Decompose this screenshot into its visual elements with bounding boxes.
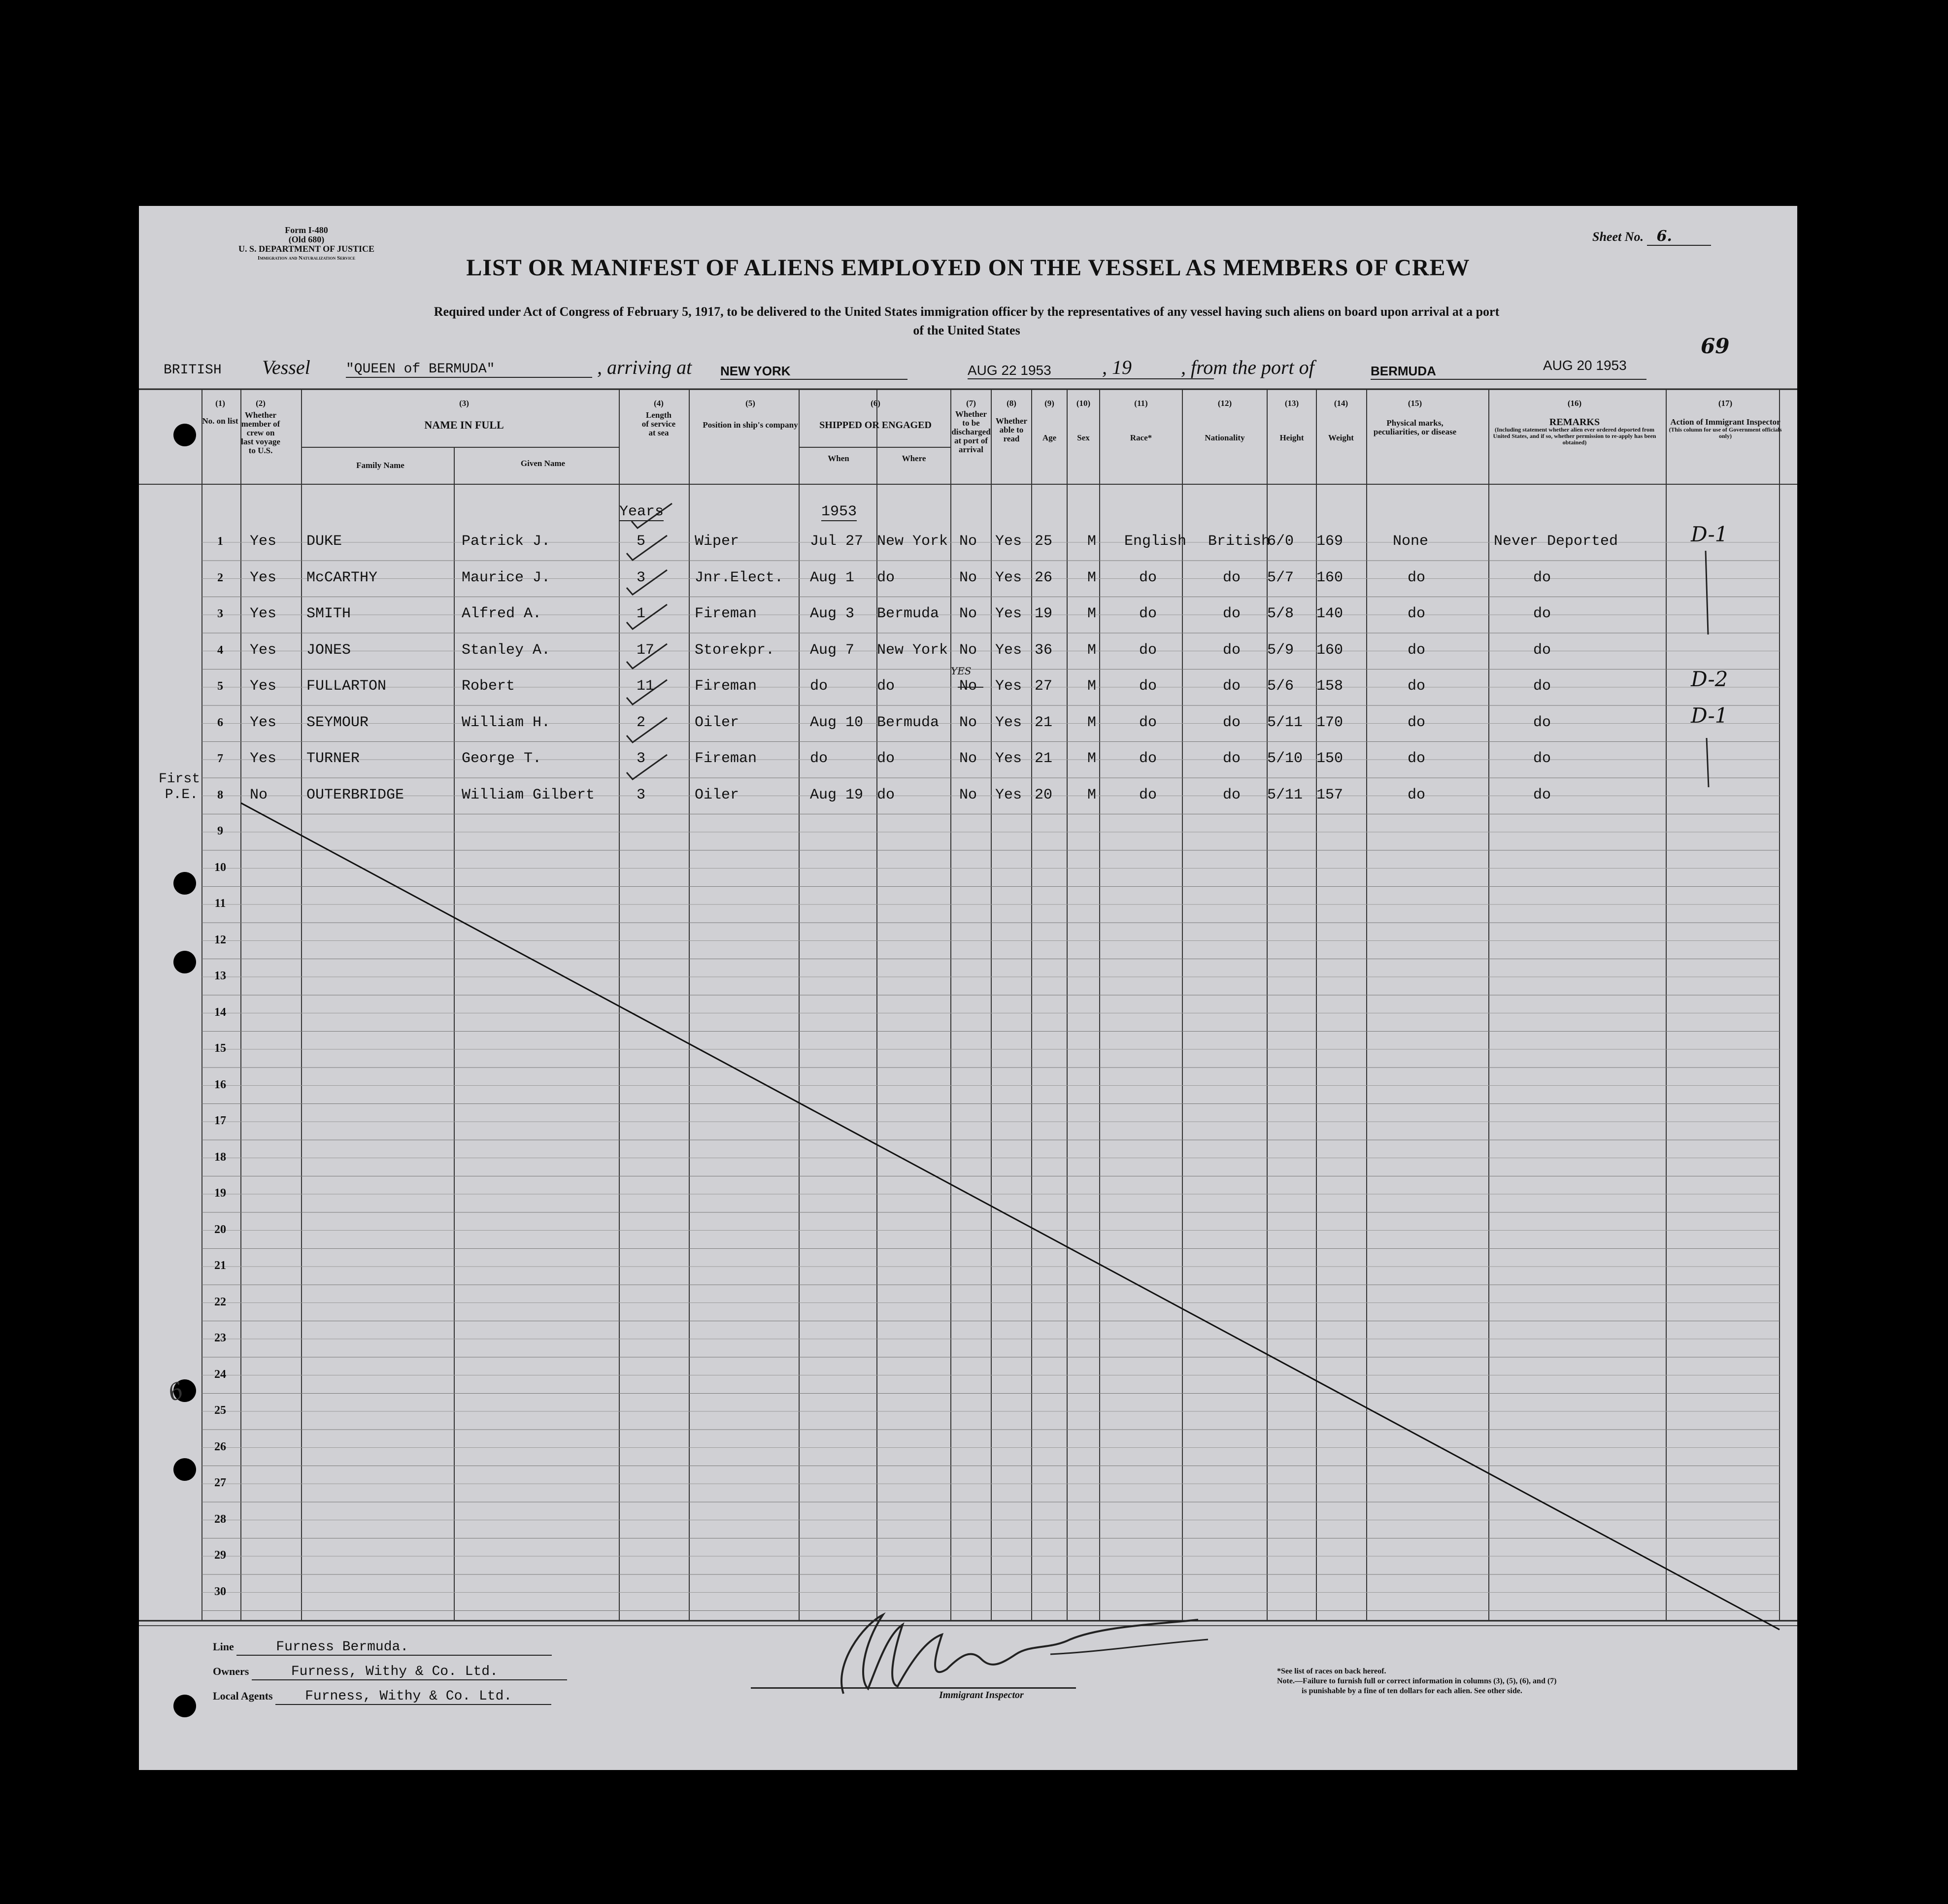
member-cell: Yes	[250, 678, 277, 695]
service-cell: 17	[637, 641, 655, 659]
position-cell: Fireman	[695, 678, 757, 695]
owners-value: Furness, Withy & Co. Ltd.	[252, 1664, 567, 1680]
inspector-label: Immigrant Inspector	[939, 1690, 1024, 1701]
col16-subtitle: (Including statement whether alien ever ordered deported from United States, and if so, whether permission to re-apply has been obtained)	[1493, 426, 1656, 446]
race-cell: do	[1139, 714, 1157, 731]
shipped-where-cell: New York	[877, 641, 948, 659]
physical-marks-cell: do	[1408, 786, 1426, 803]
member-cell: Yes	[250, 533, 277, 550]
col11-header	[1100, 399, 1182, 442]
discharge-cell: No	[959, 605, 977, 622]
race-cell: do	[1139, 641, 1157, 659]
member-cell: Yes	[250, 750, 277, 767]
note-races: *See list of races on back hereof.	[1277, 1667, 1386, 1675]
shipped-where-cell: do	[877, 569, 895, 586]
nationality-cell: do	[1223, 641, 1241, 659]
form-number: Form I-480	[285, 225, 328, 235]
row-number: 23	[214, 1332, 226, 1344]
discharge-cell: No	[959, 714, 977, 731]
nationality-cell: British	[1208, 533, 1271, 550]
shipped-when-cell: do	[810, 678, 828, 695]
footer-notes	[1277, 1667, 1770, 1696]
shipped-where-cell: Bermuda	[877, 714, 940, 731]
from-port: BERMUDA	[1371, 364, 1646, 380]
shipped-when-cell: Aug 19	[810, 786, 864, 803]
inspector-action-cell: D-1	[1691, 522, 1728, 546]
family-name-cell: McCARTHY	[306, 569, 378, 586]
position-cell: Fireman	[695, 605, 757, 622]
given-name-cell: Patrick J.	[462, 533, 551, 550]
col3b-header: Given Name	[520, 459, 566, 468]
sex-cell: M	[1087, 714, 1097, 731]
sex-cell: M	[1087, 678, 1097, 695]
arriving-port: NEW YORK	[720, 364, 907, 380]
weight-cell: 150	[1316, 750, 1343, 767]
col7-number: (7)	[966, 399, 976, 408]
col10-header	[1067, 399, 1100, 442]
physical-marks-cell: do	[1408, 750, 1426, 767]
age-cell: 25	[1035, 533, 1053, 550]
height-cell: 5/8	[1267, 605, 1294, 622]
footer	[213, 1639, 656, 1713]
row-number: 28	[214, 1512, 226, 1526]
row-number: 26	[214, 1440, 226, 1453]
col2-header	[240, 399, 281, 455]
col13-header	[1267, 399, 1316, 442]
row-number: 2	[217, 571, 223, 584]
height-cell: 6/0	[1267, 533, 1294, 550]
height-cell: 5/7	[1267, 569, 1294, 586]
shipped-when-cell: Jul 27	[810, 533, 864, 550]
col4-number: (4)	[654, 399, 664, 408]
discharge-cell: No	[959, 786, 977, 803]
row-number: 18	[214, 1150, 226, 1164]
line-value: Furness Bermuda.	[236, 1639, 552, 1656]
given-name-cell: William Gilbert	[462, 786, 595, 803]
family-name-cell: TURNER	[306, 750, 360, 767]
shipped-when-cell: Aug 3	[810, 605, 855, 622]
check-mark	[627, 755, 667, 779]
weight-cell: 169	[1316, 533, 1343, 550]
row-number: 4	[217, 643, 223, 657]
years-subheader: Years	[619, 503, 664, 520]
vessel-label: Vessel	[262, 356, 310, 378]
row-number: 8	[217, 788, 223, 802]
physical-marks-cell: do	[1408, 569, 1426, 586]
race-cell: do	[1139, 786, 1157, 803]
discharge-cell: No	[959, 569, 977, 586]
physical-marks-cell: do	[1408, 678, 1426, 695]
weight-cell: 160	[1316, 641, 1343, 659]
inspector-action-cell: D-1	[1691, 703, 1728, 728]
position-cell: Jnr.Elect.	[695, 569, 784, 586]
check-mark	[627, 718, 667, 742]
page-mark: 69	[1701, 334, 1730, 358]
col17-subtitle: (This column for use of Government officials only)	[1669, 426, 1782, 439]
row-number: 14	[214, 1005, 226, 1019]
sheet-value: 6.	[1647, 228, 1711, 246]
col12-header	[1182, 399, 1267, 442]
given-name-cell: Robert	[462, 678, 515, 695]
member-cell: Yes	[250, 569, 277, 586]
given-name-cell: George T.	[462, 750, 542, 767]
able-to-read-cell: Yes	[995, 605, 1022, 622]
member-cell: No	[250, 786, 268, 803]
nationality-cell: do	[1223, 750, 1241, 767]
punch-hole	[173, 1773, 196, 1796]
remarks-cell: do	[1533, 750, 1551, 767]
nationality-cell: do	[1223, 605, 1241, 622]
given-name-cell: Maurice J.	[462, 569, 551, 586]
arriving-label: , arriving at	[597, 356, 692, 378]
service-cell: 3	[637, 750, 646, 767]
form-title: LIST OR MANIFEST OF ALIENS EMPLOYED ON THE VESSEL AS MEMBERS OF CREW	[466, 255, 1470, 281]
weight-cell: 170	[1316, 714, 1343, 731]
member-cell: Yes	[250, 714, 277, 731]
nationality-cell: do	[1223, 714, 1241, 731]
physical-marks-cell: None	[1393, 533, 1429, 550]
given-name-cell: William H.	[462, 714, 551, 731]
subtitle-line1: Required under Act of Congress of February 5, 1917, to be delivered to the United States immigration officer by the representatives of any vessel having such aliens on board upon arrival at a port	[434, 304, 1500, 319]
subtitle-line2: of the United States	[913, 323, 1020, 337]
row-number: 7	[217, 752, 223, 765]
col12-number: (12)	[1217, 399, 1232, 408]
manifest-sheet	[139, 206, 1797, 1770]
weight-cell: 160	[1316, 569, 1343, 586]
strike-through	[958, 687, 983, 688]
inspector-bracket	[1706, 551, 1708, 635]
service-cell: 5	[637, 533, 646, 550]
line-row	[213, 1639, 656, 1664]
race-cell: do	[1139, 605, 1157, 622]
department: U. S. DEPARTMENT OF JUSTICE	[238, 244, 375, 254]
agents-value: Furness, Withy & Co. Ltd.	[275, 1689, 551, 1705]
owners-row	[213, 1664, 656, 1689]
race-cell: do	[1139, 678, 1157, 695]
position-cell: Wiper	[695, 533, 739, 550]
col11-title: Race*	[1130, 433, 1152, 442]
check-mark	[627, 604, 667, 629]
col14-number: (14)	[1334, 399, 1348, 408]
inspector-action-cell: D-2	[1691, 667, 1728, 691]
sex-cell: M	[1087, 605, 1097, 622]
col5-header	[699, 399, 802, 430]
shipped-where-cell: do	[877, 786, 895, 803]
position-cell: Fireman	[695, 750, 757, 767]
col3-title: NAME IN FULL	[424, 419, 504, 431]
service-cell: 2	[637, 714, 646, 731]
remarks-cell: do	[1533, 569, 1551, 586]
inspector-line	[751, 1687, 1076, 1689]
col8-number: (8)	[1007, 399, 1016, 408]
col3a-header: Family Name	[356, 461, 404, 470]
col8-title: Whether able to read	[995, 416, 1028, 443]
col4-title: Length of service at sea	[641, 410, 676, 437]
col5-title: Position in ship's company	[703, 420, 798, 430]
col14-title: Weight	[1328, 433, 1354, 442]
position-cell: Storekpr.	[695, 641, 775, 659]
col6-header	[800, 399, 951, 430]
col4-header	[622, 399, 696, 437]
row-number: 6	[217, 716, 223, 729]
height-cell: 5/11	[1267, 714, 1303, 731]
agents-label: Local Agents	[213, 1690, 273, 1702]
row-number: 16	[214, 1078, 226, 1091]
col6b-header: Where	[902, 454, 926, 463]
col15-header	[1367, 399, 1463, 436]
remarks-cell: do	[1533, 641, 1551, 659]
service-cell: 1	[637, 605, 646, 622]
family-name-cell: SMITH	[306, 605, 351, 622]
year-shipped-subheader: 1953	[821, 503, 857, 520]
shipped-where-cell: New York	[877, 533, 948, 550]
cancel-line	[241, 803, 1780, 1630]
discharge-correction: YES	[951, 665, 972, 677]
col3-header	[302, 399, 627, 430]
row-number: 10	[214, 861, 226, 874]
row-number: 17	[214, 1114, 226, 1127]
row-number: 24	[214, 1368, 226, 1381]
row-number: 9	[217, 825, 223, 837]
col1-title: No. on list	[202, 416, 238, 426]
col13-number: (13)	[1284, 399, 1299, 408]
col6a-header: When	[828, 454, 849, 463]
col15-number: (15)	[1408, 399, 1422, 408]
col16-title: REMARKS	[1549, 417, 1600, 428]
arrival-date: AUG 22 1953	[968, 363, 1214, 379]
row-number: 20	[214, 1223, 226, 1236]
row-number: 29	[214, 1549, 226, 1562]
row-number: 25	[214, 1404, 226, 1417]
height-cell: 5/11	[1267, 786, 1303, 803]
discharge-cell: No	[959, 533, 977, 550]
member-cell: Yes	[250, 605, 277, 622]
col17-header	[1666, 399, 1784, 439]
row-number: 5	[217, 680, 223, 693]
agents-row	[213, 1689, 656, 1713]
discharge-cell: No	[959, 641, 977, 659]
col10-title: Sex	[1077, 433, 1090, 442]
vessel-name: "QUEEN of BERMUDA"	[346, 362, 592, 378]
family-name-cell: OUTERBRIDGE	[306, 786, 404, 803]
col9-title: Age	[1042, 433, 1057, 442]
remarks-cell: do	[1533, 605, 1551, 622]
age-cell: 36	[1035, 641, 1053, 659]
family-name-cell: JONES	[306, 641, 351, 659]
age-cell: 21	[1035, 750, 1053, 767]
col17-title: Action of Immigrant Inspector	[1670, 417, 1780, 427]
sheet-label: Sheet No.	[1592, 230, 1644, 244]
able-to-read-cell: Yes	[995, 641, 1022, 659]
row-number: 30	[214, 1585, 226, 1598]
physical-marks-cell: do	[1408, 714, 1426, 731]
flag: BRITISH	[164, 363, 222, 378]
col2-number: (2)	[256, 399, 266, 408]
row-number: 15	[214, 1042, 226, 1055]
shipped-when-cell: Aug 1	[810, 569, 855, 586]
height-cell: 5/9	[1267, 641, 1294, 659]
col2-title: Whether member of crew on last voyage to U.S.	[241, 410, 280, 455]
able-to-read-cell: Yes	[995, 786, 1022, 803]
position-cell: Oiler	[695, 714, 739, 731]
weight-cell: 157	[1316, 786, 1343, 803]
age-cell: 21	[1035, 714, 1053, 731]
col15-title: Physical marks, peculiarities, or disease	[1373, 418, 1457, 436]
row-number: 12	[214, 933, 226, 946]
service-cell: 3	[637, 569, 646, 586]
service: Immigration and Naturalization Service	[258, 255, 355, 261]
nationality-cell: do	[1223, 569, 1241, 586]
age-cell: 26	[1035, 569, 1053, 586]
row-number: 27	[214, 1476, 226, 1489]
age-cell: 20	[1035, 786, 1053, 803]
inspector-signature	[804, 1605, 1247, 1704]
col10-number: (10)	[1076, 399, 1091, 408]
shipped-when-cell: do	[810, 750, 828, 767]
col12-title: Nationality	[1205, 433, 1245, 442]
sex-cell: M	[1087, 641, 1097, 659]
col16-number: (16)	[1567, 399, 1582, 408]
family-name-cell: DUKE	[306, 533, 342, 550]
row-number: 1	[217, 535, 223, 548]
row-number: 11	[214, 897, 226, 910]
col6-number: (6)	[871, 399, 880, 408]
nationality-cell: do	[1223, 786, 1241, 803]
col8-header	[991, 399, 1032, 443]
old-form-number: (Old 680)	[288, 234, 325, 244]
col13-title: Height	[1279, 433, 1304, 442]
physical-marks-cell: do	[1408, 605, 1426, 622]
sex-cell: M	[1087, 750, 1097, 767]
able-to-read-cell: Yes	[995, 750, 1022, 767]
height-cell: 5/6	[1267, 678, 1294, 695]
shipped-where-cell: Bermuda	[877, 605, 940, 622]
margin-mark: 6	[164, 1376, 187, 1407]
owners-label: Owners	[213, 1665, 249, 1677]
col14-header	[1316, 399, 1366, 442]
remarks-cell: do	[1533, 786, 1551, 803]
given-name-cell: Alfred A.	[462, 605, 542, 622]
discharge-cell: No	[959, 750, 977, 767]
note-failure: Note.—Failure to furnish full or correct information in columns (3), (5), (6), and (7)	[1277, 1677, 1557, 1685]
age-cell: 27	[1035, 678, 1053, 695]
check-mark	[627, 535, 667, 560]
sex-cell: M	[1087, 786, 1097, 803]
col9-number: (9)	[1044, 399, 1054, 408]
col17-number: (17)	[1718, 399, 1733, 408]
family-name-cell: SEYMOUR	[306, 714, 369, 731]
year-label: , 19	[1102, 356, 1132, 378]
race-cell: do	[1139, 569, 1157, 586]
shipped-where-cell: do	[877, 678, 895, 695]
sex-cell: M	[1087, 533, 1097, 550]
row-number: 21	[214, 1259, 226, 1272]
nationality-cell: do	[1223, 678, 1241, 695]
sex-cell: M	[1087, 569, 1097, 586]
row-number: 3	[217, 607, 223, 620]
remarks-cell: Never Deported	[1494, 533, 1618, 550]
member-cell: Yes	[250, 641, 277, 659]
first-pe-note: First P.E.	[159, 771, 208, 802]
able-to-read-cell: Yes	[995, 569, 1022, 586]
shipped-where-cell: do	[877, 750, 895, 767]
inspector-bracket	[1707, 738, 1709, 787]
height-cell: 5/10	[1267, 750, 1303, 767]
col7-title: Whether to be discharged at port of arrival	[951, 409, 991, 454]
age-cell: 19	[1035, 605, 1053, 622]
weight-cell: 158	[1316, 678, 1343, 695]
shipped-when-cell: Aug 10	[810, 714, 864, 731]
given-name-cell: Stanley A.	[462, 641, 551, 659]
remarks-cell: do	[1533, 714, 1551, 731]
shipped-when-cell: Aug 7	[810, 641, 855, 659]
from-label: , from the port of	[1181, 356, 1314, 378]
col7-header	[951, 399, 991, 454]
col11-number: (11)	[1134, 399, 1148, 408]
col5-number: (5)	[745, 399, 755, 408]
able-to-read-cell: Yes	[995, 678, 1022, 695]
col3-number: (3)	[459, 399, 469, 408]
note-fine: is punishable by a fine of ten dollars for each alien. See other side.	[1302, 1687, 1522, 1695]
col9-header	[1032, 399, 1067, 442]
line-label: Line	[213, 1640, 234, 1653]
position-cell: Oiler	[695, 786, 739, 803]
col16-header	[1489, 399, 1660, 446]
departure-date: AUG 20 1953	[1543, 358, 1627, 373]
remarks-cell: do	[1533, 678, 1551, 695]
col6-title: SHIPPED OR ENGAGED	[819, 420, 932, 431]
row-number: 19	[214, 1187, 226, 1200]
able-to-read-cell: Yes	[995, 714, 1022, 731]
race-cell: English	[1124, 533, 1187, 550]
col1-number: (1)	[215, 399, 225, 408]
discharge-cell: No	[959, 678, 977, 695]
weight-cell: 140	[1316, 605, 1343, 622]
race-cell: do	[1139, 750, 1157, 767]
col1-header	[201, 399, 240, 426]
family-name-cell: FULLARTON	[306, 678, 387, 695]
service-cell: 11	[637, 678, 655, 695]
check-mark	[627, 570, 667, 595]
row-number: 13	[214, 969, 226, 982]
able-to-read-cell: Yes	[995, 533, 1022, 550]
physical-marks-cell: do	[1408, 641, 1426, 659]
row-number: 22	[214, 1295, 226, 1308]
service-cell: 3	[637, 786, 646, 803]
